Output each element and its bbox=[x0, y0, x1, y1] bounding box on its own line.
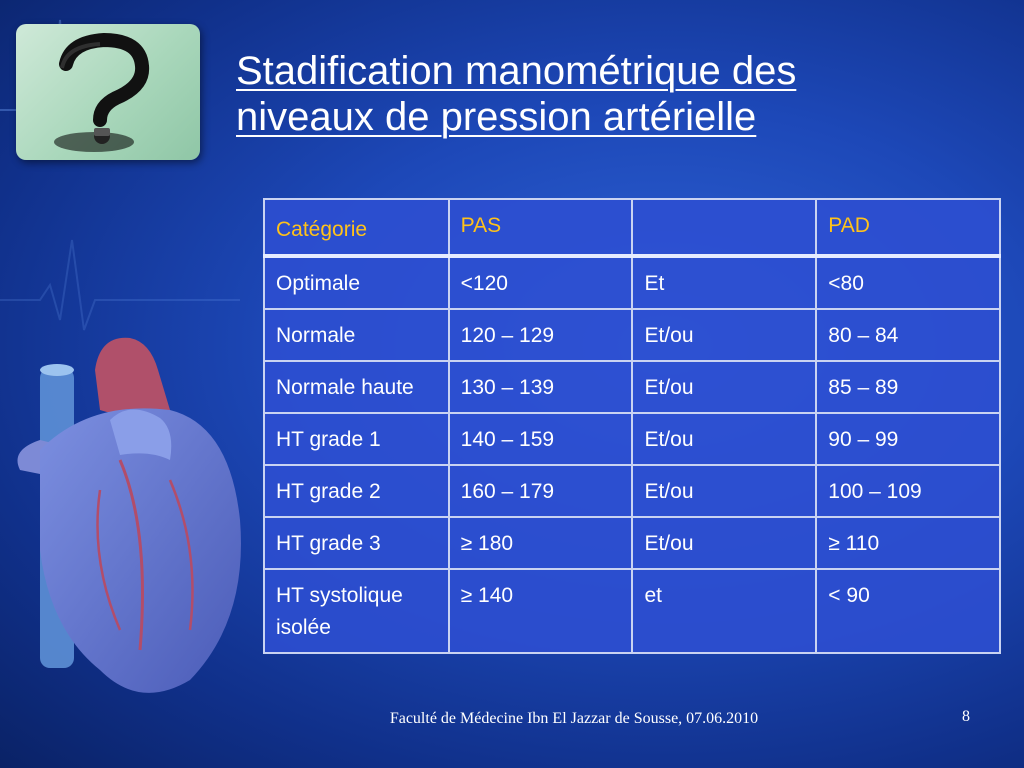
cell-conjunction: Et bbox=[632, 256, 816, 309]
blood-pressure-table bbox=[263, 198, 1001, 654]
cell-conjunction: Et/ou bbox=[632, 413, 816, 465]
header-empty bbox=[632, 199, 816, 256]
question-mark-icon bbox=[16, 24, 200, 160]
cell-pad: 90 – 99 bbox=[816, 413, 1000, 465]
table-row bbox=[264, 569, 1000, 653]
table-row bbox=[264, 256, 1000, 309]
header-pas: PAS bbox=[449, 199, 633, 256]
cell-pad: 100 – 109 bbox=[816, 465, 1000, 517]
cell-category: Optimale bbox=[264, 256, 449, 309]
table-row bbox=[264, 309, 1000, 361]
cell-category: HT grade 1 bbox=[264, 413, 449, 465]
cell-pas: 160 – 179 bbox=[449, 465, 633, 517]
header-categorie: Catégorie bbox=[264, 199, 449, 256]
table-row bbox=[264, 465, 1000, 517]
table-row bbox=[264, 517, 1000, 569]
cell-conjunction: Et/ou bbox=[632, 309, 816, 361]
footer-text: Faculté de Médecine Ibn El Jazzar de Sousse, 07.06.2010 bbox=[389, 710, 759, 727]
cell-pad: 80 – 84 bbox=[816, 309, 1000, 361]
cell-pas: 120 – 129 bbox=[449, 309, 633, 361]
cell-category: Normale bbox=[264, 309, 449, 361]
cell-pas: 140 – 159 bbox=[449, 413, 633, 465]
page-number: 8 bbox=[962, 708, 970, 725]
cell-category: Normale haute bbox=[264, 361, 449, 413]
cell-conjunction: Et/ou bbox=[632, 361, 816, 413]
cell-pad: 85 – 89 bbox=[816, 361, 1000, 413]
cell-pad: < 90 bbox=[816, 569, 1000, 653]
cell-conjunction: et bbox=[632, 569, 816, 653]
table-header-row bbox=[264, 199, 1000, 256]
slide-title: Stadification manométrique des niveaux de pression artérielle bbox=[236, 49, 797, 139]
cell-pas: 130 – 139 bbox=[449, 361, 633, 413]
cell-conjunction: Et/ou bbox=[632, 517, 816, 569]
cell-conjunction: Et/ou bbox=[632, 465, 816, 517]
heart-illustration bbox=[0, 330, 262, 700]
cell-pas: ≥ 140 bbox=[449, 569, 633, 653]
cell-pad: <80 bbox=[816, 256, 1000, 309]
cell-pas: <120 bbox=[449, 256, 633, 309]
cell-category: HT grade 2 bbox=[264, 465, 449, 517]
cell-category: HT systolique isolée bbox=[264, 569, 449, 653]
header-pad: PAD bbox=[816, 199, 1000, 256]
table-row bbox=[264, 361, 1000, 413]
cell-category: HT grade 3 bbox=[264, 517, 449, 569]
cell-pas: ≥ 180 bbox=[449, 517, 633, 569]
table-row bbox=[264, 413, 1000, 465]
cell-pad: ≥ 110 bbox=[816, 517, 1000, 569]
